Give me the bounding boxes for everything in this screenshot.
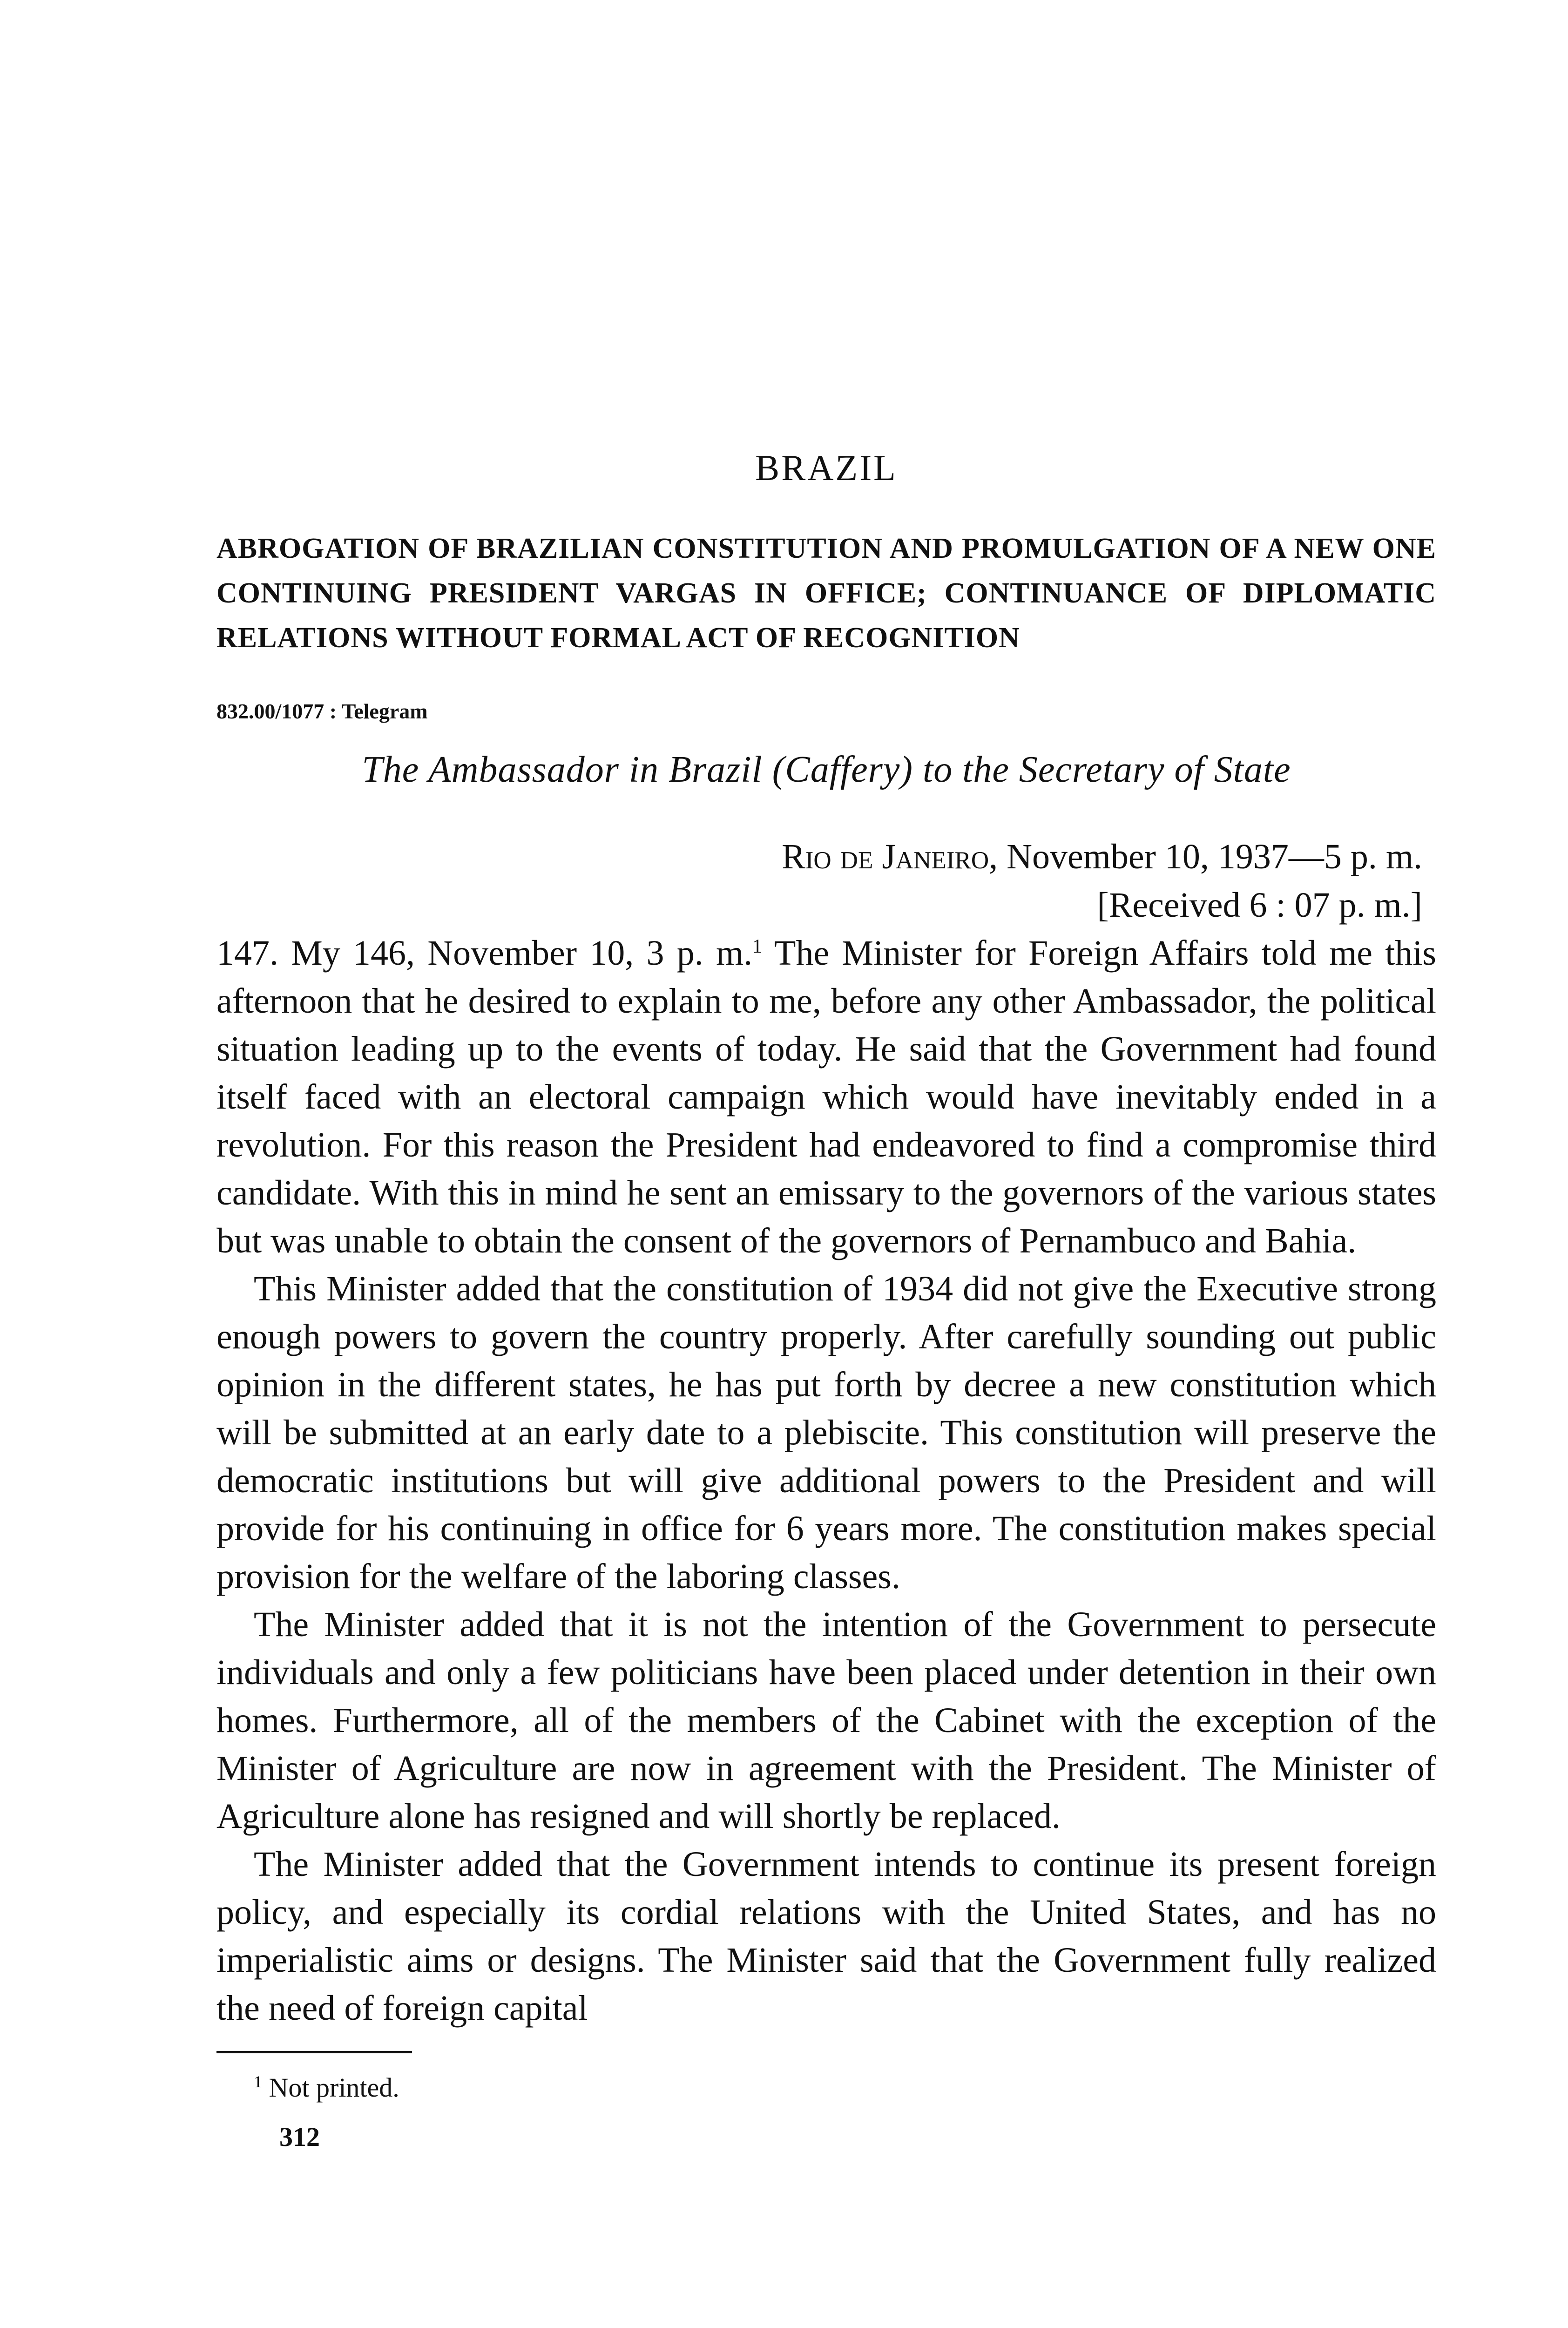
received-line: [Received 6 : 07 p. m.] (1097, 886, 1422, 925)
footnote (254, 2070, 1436, 2105)
file-reference: 832.00/1077 : Telegram (216, 699, 428, 723)
country-title: BRAZIL (755, 447, 898, 488)
body-paragraph-3: The Minister added that it is not the intention of the Government to persecute individuals and only a few politicians have been placed under detention in their own homes. Furthermore, all of the members of the Cabinet with the exception of the Minister of Agriculture are now in agreement with the President. The Minister of Agriculture alone has resigned and will shortly be replaced. (216, 1605, 1436, 1836)
document-page (216, 447, 1436, 2155)
paragraph-1-rest: The Minister for Foreign Affairs told me this afternoon that he desired to explain to me, before any other Ambassador, the political situation leading up to the events of today. He said that the Government had found itself faced with an electoral campaign which would have inevitably ended in a revolution. For this reason the President had endeavored to find a compromise third candidate. With this in mind he sent an emissary to the governors of the various states but was unable to obtain the consent of the governors of Pernambuco and Bahia. (216, 934, 1436, 1260)
dateline-date: , November 10, 1937—5 p. m. (989, 837, 1422, 876)
body-paragraph-1 (216, 929, 1436, 1265)
footnote-reference: 1 (752, 936, 763, 957)
body-paragraph-4: The Minister added that the Government intends to continue its present foreign policy, and especially its cordial relations with the United States, and has no imperialistic aims or designs. The Minister said that the Government fully realized the need of foreign capital (216, 1845, 1436, 2028)
body-paragraph-2: This Minister added that the constitution of 1934 did not give the Executive strong enough powers to govern the country properly. After carefully sounding out public opinion in the different states, he has put forth by decree a new constitution which will be submitted at an early date to a plebiscite. This constitution will preserve the democratic institutions but will give additional powers to the President and will provide for his continuing in office for 6 years more. The constitution makes special provision for the welfare of the laboring classes. (216, 1269, 1436, 1596)
footnote-text: Not printed. (262, 2072, 399, 2103)
paragraph-1-start: 147. My 146, November 10, 3 p. m. (216, 934, 753, 973)
dateline (216, 832, 1422, 881)
footnote-divider (216, 2051, 412, 2053)
footnote-mark: 1 (254, 2072, 262, 2091)
page-number: 312 (279, 2122, 320, 2152)
dateline-place: Rio de Janeiro (782, 837, 989, 876)
document-heading: The Ambassador in Brazil (Caffery) to the Secretary of State (362, 749, 1291, 790)
subject-heading: ABROGATION OF BRAZILIAN CONSTITUTION AND PROMULGATION OF A NEW ONE CONTINUING PRESIDENT VARGAS IN OFFICE; CONTINUANCE OF DIPLOMATIC RELATIONS WITHOUT FORMAL ACT OF RECOGNITION (216, 533, 1436, 654)
